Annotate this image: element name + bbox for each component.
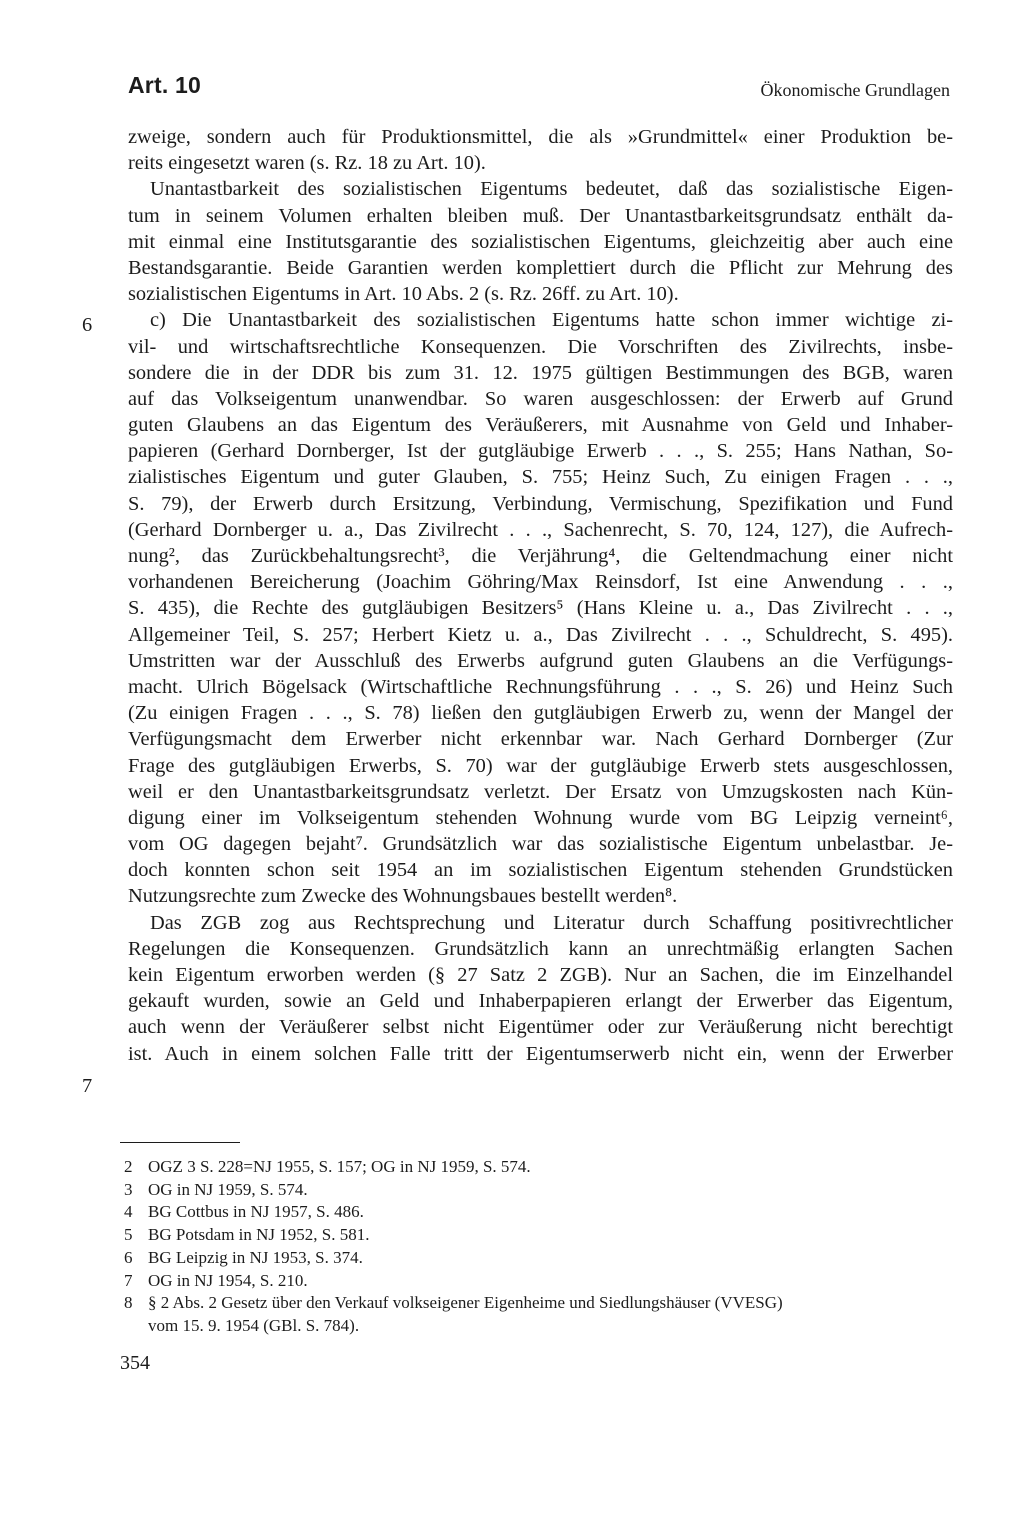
text-line: S. 435), die Rechte des gutgläubigen Besitzers⁵ (Hans Kleine u. a., Das Zivilrecht . . ., xyxy=(128,597,953,620)
text-line: kein Eigentum erworben werden (§ 27 Satz 2 ZGB). Nur an Sachen, die im Einzelhandel xyxy=(128,964,953,986)
footnote-number: 4 xyxy=(124,1202,133,1222)
page-number: 354 xyxy=(120,1352,150,1374)
text-line: Verfügungsmacht dem Erwerber nicht erkennbar war. Nach Gerhard Dornberger (Zur xyxy=(128,728,953,751)
footnote xyxy=(120,1292,960,1315)
text-line: tum in seinem Volumen erhalten bleiben muß. Der Unantastbarkeitsgrundsatz enthält da- xyxy=(128,204,953,227)
footnote-text: OG in NJ 1954, S. 210. xyxy=(148,1270,308,1290)
text-line: mit einmal eine Institutsgarantie des sozialistischen Eigentums, gleichzeitig aber auch eine xyxy=(128,230,953,253)
text-line: ist. Auch in einem solchen Falle tritt der Eigentumserwerb nicht ein, wenn der Erwerber xyxy=(128,1042,953,1065)
text-line: weil er den Unantastbarkeitsgrundsatz verletzt. Der Ersatz von Umzugskosten nach Kün- xyxy=(128,780,953,803)
margin-number-6: 6 xyxy=(82,314,93,336)
text-line: (Gerhard Dornberger u. a., Das Zivilrecht . . ., Sachenrecht, S. 70, 124, 127), die Aufrech- xyxy=(128,518,953,541)
footnote-text: BG Potsdam in NJ 1952, S. 581. xyxy=(148,1225,370,1245)
text-line: S. 79), der Erwerb durch Ersitzung, Verbindung, Vermischung, Spezifikation und Fund xyxy=(128,492,953,515)
text-line: Frage des gutgläubigen Erwerbs, S. 70) war der gutgläubige Erwerb stets ausgeschlossen, xyxy=(128,754,953,777)
text-line: Nutzungsrechte zum Zwecke des Wohnungsbaues bestellt werden⁸. xyxy=(128,885,678,908)
footnote-number: 8 xyxy=(124,1293,133,1313)
text-line: c) Die Unantastbarkeit des sozialistischen Eigentums hatte schon immer wichtige zi- xyxy=(150,309,953,332)
footnote-text: OGZ 3 S. 228=NJ 1955, S. 157; OG in NJ 1959, S. 574. xyxy=(148,1157,531,1176)
text-line: Unantastbarkeit des sozialistischen Eigentums bedeutet, daß das sozialistische Eigen- xyxy=(150,178,953,201)
margin-number-7: 7 xyxy=(82,1075,93,1097)
text-line: vorhandenen Bereicherung (Joachim Göhring/Max Reinsdorf, Ist eine Anwendung . . ., xyxy=(128,571,953,594)
text-line: auf das Volkseigentum unanwendbar. So waren ausgeschlossen: der Erwerb auf Grund xyxy=(128,387,953,410)
footnote-number: 7 xyxy=(124,1270,133,1290)
footnote-continuation: vom 15. 9. 1954 (GBl. S. 784). xyxy=(148,1315,360,1335)
text-line: Das ZGB zog aus Rechtsprechung und Literatur durch Schaffung positivrechtlicher xyxy=(150,911,953,934)
text-line: macht. Ulrich Bögelsack (Wirtschaftliche Rechnungsführung . . ., S. 26) und Heinz Such xyxy=(128,675,953,698)
text-line: papieren (Gerhard Dornberger, Ist der gutgläubige Erwerb . . ., S. 255; Hans Nathan, So- xyxy=(128,440,953,463)
text-line: reits eingesetzt waren (s. Rz. 18 zu Art. 10). xyxy=(128,152,486,175)
text-line: digung einer im Volkseigentum stehenden Wohnung wurde vom BG Leipzig verneint⁶, xyxy=(128,806,953,829)
article-heading: Art. 10 xyxy=(128,72,201,98)
text-line: Regelungen die Konsequenzen. Grundsätzlich kann an unrechtmäßig erlangten Sachen xyxy=(128,937,953,960)
text-line: Allgemeiner Teil, S. 257; Herbert Kietz u. a., Das Zivilrecht . . ., Schuldrecht, S. 495). xyxy=(128,623,953,646)
text-line: nung², das Zurückbehaltungsrecht³, die Verjährung⁴, die Geltendmachung einer nicht xyxy=(128,545,953,567)
text-line: vil- und wirtschaftsrechtliche Konsequenzen. Die Vorschriften des Zivilrechts, insbe- xyxy=(128,335,953,358)
footnote xyxy=(120,1247,960,1270)
footnote-number: 5 xyxy=(124,1225,133,1245)
section-title: Ökonomische Grundlagen xyxy=(760,80,950,100)
text-line: zweige, sondern auch für Produktionsmittel, die als »Grundmittel« einer Produktion be- xyxy=(128,126,953,148)
text-line: zialistisches Eigentum und guter Glauben, S. 755; Heinz Such, Zu einigen Fragen . . ., xyxy=(128,466,953,489)
footnote-text: § 2 Abs. 2 Gesetz über den Verkauf volkseigener Eigenheime und Siedlungshäuser (VVESG) xyxy=(148,1293,783,1313)
text-line: gekauft wurden, sowie an Geld und Inhaberpapieren erlangt der Erwerber das Eigentum, xyxy=(128,990,953,1013)
footnote-text: OG in NJ 1959, S. 574. xyxy=(148,1179,308,1199)
footnote xyxy=(120,1201,960,1224)
footnote-divider xyxy=(120,1142,240,1143)
footnote-text: BG Leipzig in NJ 1953, S. 374. xyxy=(148,1247,363,1267)
main-text xyxy=(128,124,953,1067)
text-line: Umstritten war der Ausschluß des Erwerbs aufgrund guten Glaubens an die Verfügungs- xyxy=(128,649,953,672)
text-line: guten Glaubens an das Eigentum des Veräußerers, mit Ausnahme von Geld und Inhaber- xyxy=(128,414,953,437)
footnote-number: 2 xyxy=(124,1157,133,1176)
footnote-number: 3 xyxy=(124,1179,133,1199)
footnote xyxy=(120,1179,960,1202)
footnote xyxy=(120,1270,960,1293)
text-line: Bestandsgarantie. Beide Garantien werden komplettiert durch die Pflicht zur Mehrung des xyxy=(128,256,953,279)
footnote xyxy=(120,1156,960,1179)
footnote-number: 6 xyxy=(124,1247,133,1267)
text-line: (Zu einigen Fragen . . ., S. 78) ließen den gutgläubigen Erwerb zu, wenn der Mangel der xyxy=(128,702,953,725)
text-line: doch konnten schon seit 1954 an im sozialistischen Eigentum stehenden Grundstücken xyxy=(128,859,953,882)
text-line: sondere die in der DDR bis zum 31. 12. 1975 gültigen Bestimmungen des BGB, waren xyxy=(128,361,953,384)
text-line: sozialistischen Eigentums in Art. 10 Abs. 2 (s. Rz. 26ff. zu Art. 10). xyxy=(128,283,679,306)
footnotes xyxy=(120,1156,960,1338)
text-line: auch wenn der Veräußerer selbst nicht Eigentümer oder zur Veräußerung nicht berechtigt xyxy=(128,1016,953,1039)
footnote-text: BG Cottbus in NJ 1957, S. 486. xyxy=(148,1202,364,1222)
text-line: vom OG dagegen bejaht⁷. Grundsätzlich war das sozialistische Eigentum unbelastbar. Je- xyxy=(128,833,953,856)
footnote xyxy=(120,1224,960,1247)
